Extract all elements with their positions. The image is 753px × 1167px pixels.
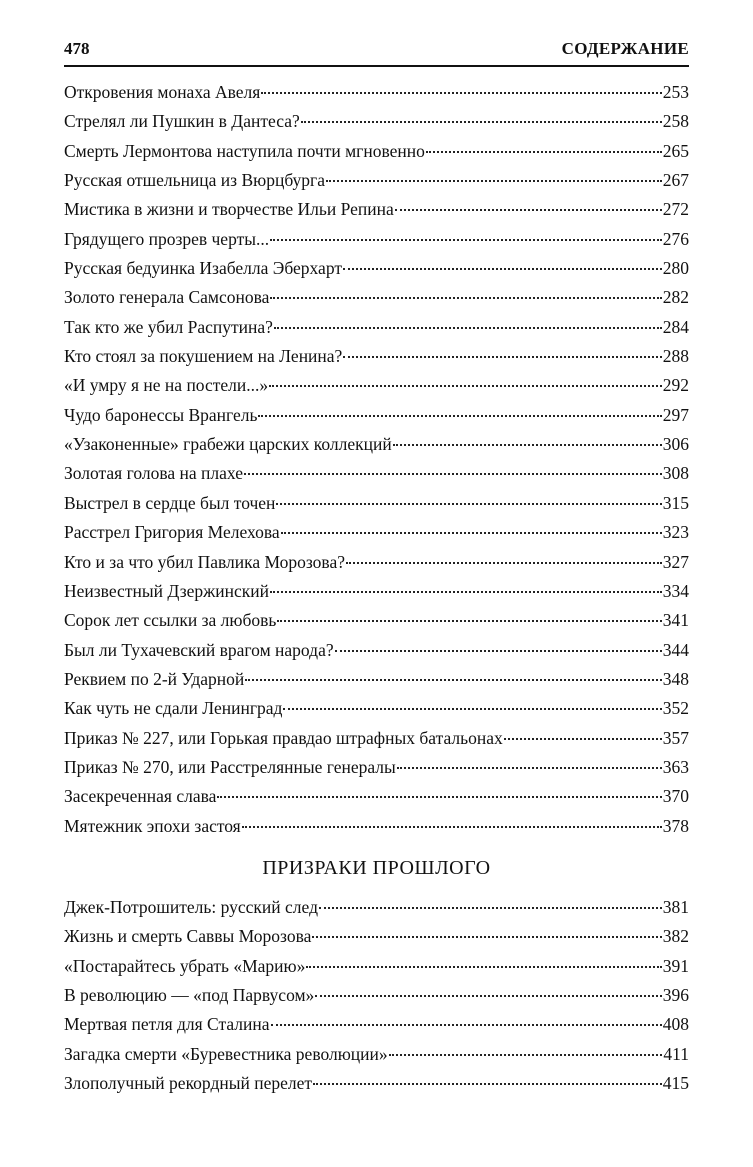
toc-entry-page: 411 [663,1043,689,1064]
dot-leader [397,767,662,769]
dot-leader [306,966,661,968]
toc-entry [64,724,689,753]
toc-entry [64,254,689,283]
toc-entry-title: «Узаконенные» грабежи царских коллекций [64,434,392,455]
toc-entry-page: 363 [662,756,689,777]
header-rule [64,65,689,67]
toc-entry [64,195,689,224]
toc-entry-title: Стрелял ли Пушкин в Дантеса? [64,111,300,132]
dot-leader [242,826,662,828]
dot-leader [346,562,662,564]
toc-entry-page: 357 [662,727,689,748]
dot-leader [313,1083,662,1085]
dot-leader [245,679,661,681]
toc-entry [64,1040,689,1069]
toc-entry-title: Джек-Потрошитель: русский след [64,896,318,917]
toc-entry-page: 381 [662,896,689,917]
dot-leader [271,1024,662,1026]
toc-list-main [64,78,689,841]
dot-leader [244,473,662,475]
toc-entry [64,107,689,136]
dot-leader [281,532,662,534]
toc-entry-title: Русская бедуинка Изабелла Эберхарт [64,258,342,279]
toc-entry-page: 408 [662,1014,689,1035]
toc-entry-page: 370 [662,786,689,807]
toc-entry-title: «И умру я не на постели...» [64,375,269,396]
toc-entry-page: 334 [662,580,689,601]
dot-leader [343,268,662,270]
toc-entry-page: 378 [662,815,689,836]
dot-leader [393,444,662,446]
dot-leader [426,151,662,153]
toc-entry [64,952,689,981]
toc-entry-page: 315 [662,492,689,513]
toc-entry-title: Загадка смерти «Буревестника революции» [64,1043,388,1064]
toc-entry-page: 280 [662,258,689,279]
toc-entry [64,518,689,547]
toc-list-section [64,893,689,1098]
dot-leader [283,708,661,710]
toc-entry-page: 297 [662,404,689,425]
toc-entry [64,981,689,1010]
toc-entry [64,283,689,312]
toc-entry-title: Откровения монаха Авеля [64,82,261,102]
toc-entry [64,137,689,166]
dot-leader [389,1054,663,1056]
toc-entry-title: Кто и за что убил Павлика Морозова? [64,551,345,572]
toc-entry-page: 323 [662,522,689,543]
toc-entry-title: Реквием по 2-й Ударной [64,668,245,689]
toc-entry-title: Сорок лет ссылки за любовь [64,610,277,631]
toc-entry-title: Выстрел в сердце был точен [64,492,276,513]
toc-entry-page: 276 [662,228,689,249]
dot-leader [258,415,661,417]
toc-entry [64,782,689,811]
toc-entry [64,812,689,841]
dot-leader [261,92,661,94]
toc-entry-page: 382 [662,926,689,947]
toc-entry [64,1069,689,1098]
toc-entry-title: Был ли Тухачевский врагом народа? [64,639,334,660]
toc-entry-title: Так кто же убил Распутина? [64,316,273,337]
toc-entry [64,342,689,371]
toc-entry-title: Чудо баронессы Врангель [64,404,258,425]
toc-entry [64,430,689,459]
toc-entry [64,371,689,400]
toc-entry-page: 344 [662,639,689,660]
toc-entry-title: Русская отшельница из Вюрцбурга [64,170,326,191]
toc-entry [64,78,689,107]
toc-entry-title: Мистика в жизни и творчестве Ильи Репина [64,199,394,220]
toc-entry-title: Приказ № 227, или Горькая правдао штрафных батальонах [64,727,503,748]
toc-entry-page: 415 [662,1073,689,1093]
toc-entry [64,166,689,195]
toc-entry-page: 284 [662,316,689,337]
toc-entry-page: 292 [662,375,689,396]
toc-entry-page: 258 [662,111,689,132]
toc-entry-page: 288 [662,346,689,367]
dot-leader [319,907,662,909]
page-number: 478 [64,39,90,58]
toc-entry-title: Злополучный рекордный перелет [64,1073,313,1093]
dot-leader [315,995,661,997]
toc-entry [64,459,689,488]
toc-entry-title: Как чуть не сдали Ленинград [64,698,283,719]
toc-entry-title: Приказ № 270, или Расстрелянные генералы [64,756,396,777]
toc-entry-title: Расстрел Григория Мелехова [64,522,280,543]
page-header [64,0,689,62]
toc-entry-page: 348 [662,668,689,689]
toc-entry [64,694,689,723]
dot-leader [312,936,661,938]
dot-leader [335,650,662,652]
dot-leader [269,385,662,387]
toc-entry [64,606,689,635]
toc-entry [64,753,689,782]
dot-leader [504,738,662,740]
toc-entry-title: «Постарайтесь убрать «Марию» [64,955,306,976]
toc-entry [64,225,689,254]
dot-leader [277,620,661,622]
toc-entry-title: Золото генерала Самсонова [64,287,270,308]
toc-entry [64,313,689,342]
toc-entry [64,665,689,694]
toc-entry [64,548,689,577]
toc-entry-page: 306 [662,434,689,455]
dot-leader [270,239,662,241]
toc-entry-page: 267 [662,170,689,191]
dot-leader [274,327,662,329]
toc-entry-title: Кто стоял за покушением на Ленина? [64,346,343,367]
toc-entry-page: 272 [662,199,689,220]
toc-entry-page: 352 [662,698,689,719]
toc-entry [64,577,689,606]
section-heading: ПРИЗРАКИ ПРОШЛОГО [262,856,491,879]
toc-entry-title: Засекреченная слава [64,786,217,807]
toc-entry-page: 391 [662,955,689,976]
toc-entry-title: Грядущего прозрев черты... [64,228,270,249]
toc-entry [64,922,689,951]
toc-entry-page: 253 [662,82,689,102]
dot-leader [343,356,661,358]
toc-entry-title: Золотая голова на плахе [64,463,243,484]
toc-entry [64,636,689,665]
toc-entry-title: Жизнь и смерть Саввы Морозова [64,926,312,947]
toc-entry-title: В революцию — «под Парвусом» [64,984,315,1005]
toc-entry-page: 341 [662,610,689,631]
dot-leader [326,180,662,182]
dot-leader [301,121,662,123]
toc-entry-title: Неизвестный Дзержинский [64,580,269,601]
dot-leader [395,209,662,211]
toc-entry-title: Мертвая петля для Сталина [64,1014,270,1035]
toc-entry [64,489,689,518]
toc-entry-title: Смерть Лермонтова наступила почти мгновенно [64,140,425,161]
toc-entry-page: 327 [662,551,689,572]
dot-leader [217,796,661,798]
toc-entry-page: 265 [662,140,689,161]
toc-entry-page: 308 [662,463,689,484]
dot-leader [270,297,661,299]
running-head: СОДЕРЖАНИЕ [561,39,689,58]
toc-entry-title: Мятежник эпохи застоя [64,815,241,836]
dot-leader [270,591,662,593]
toc-entry-page: 396 [662,984,689,1005]
toc-entry [64,1010,689,1039]
toc-entry [64,893,689,922]
toc-entry-page: 282 [662,287,689,308]
toc-entry [64,401,689,430]
dot-leader [276,503,661,505]
